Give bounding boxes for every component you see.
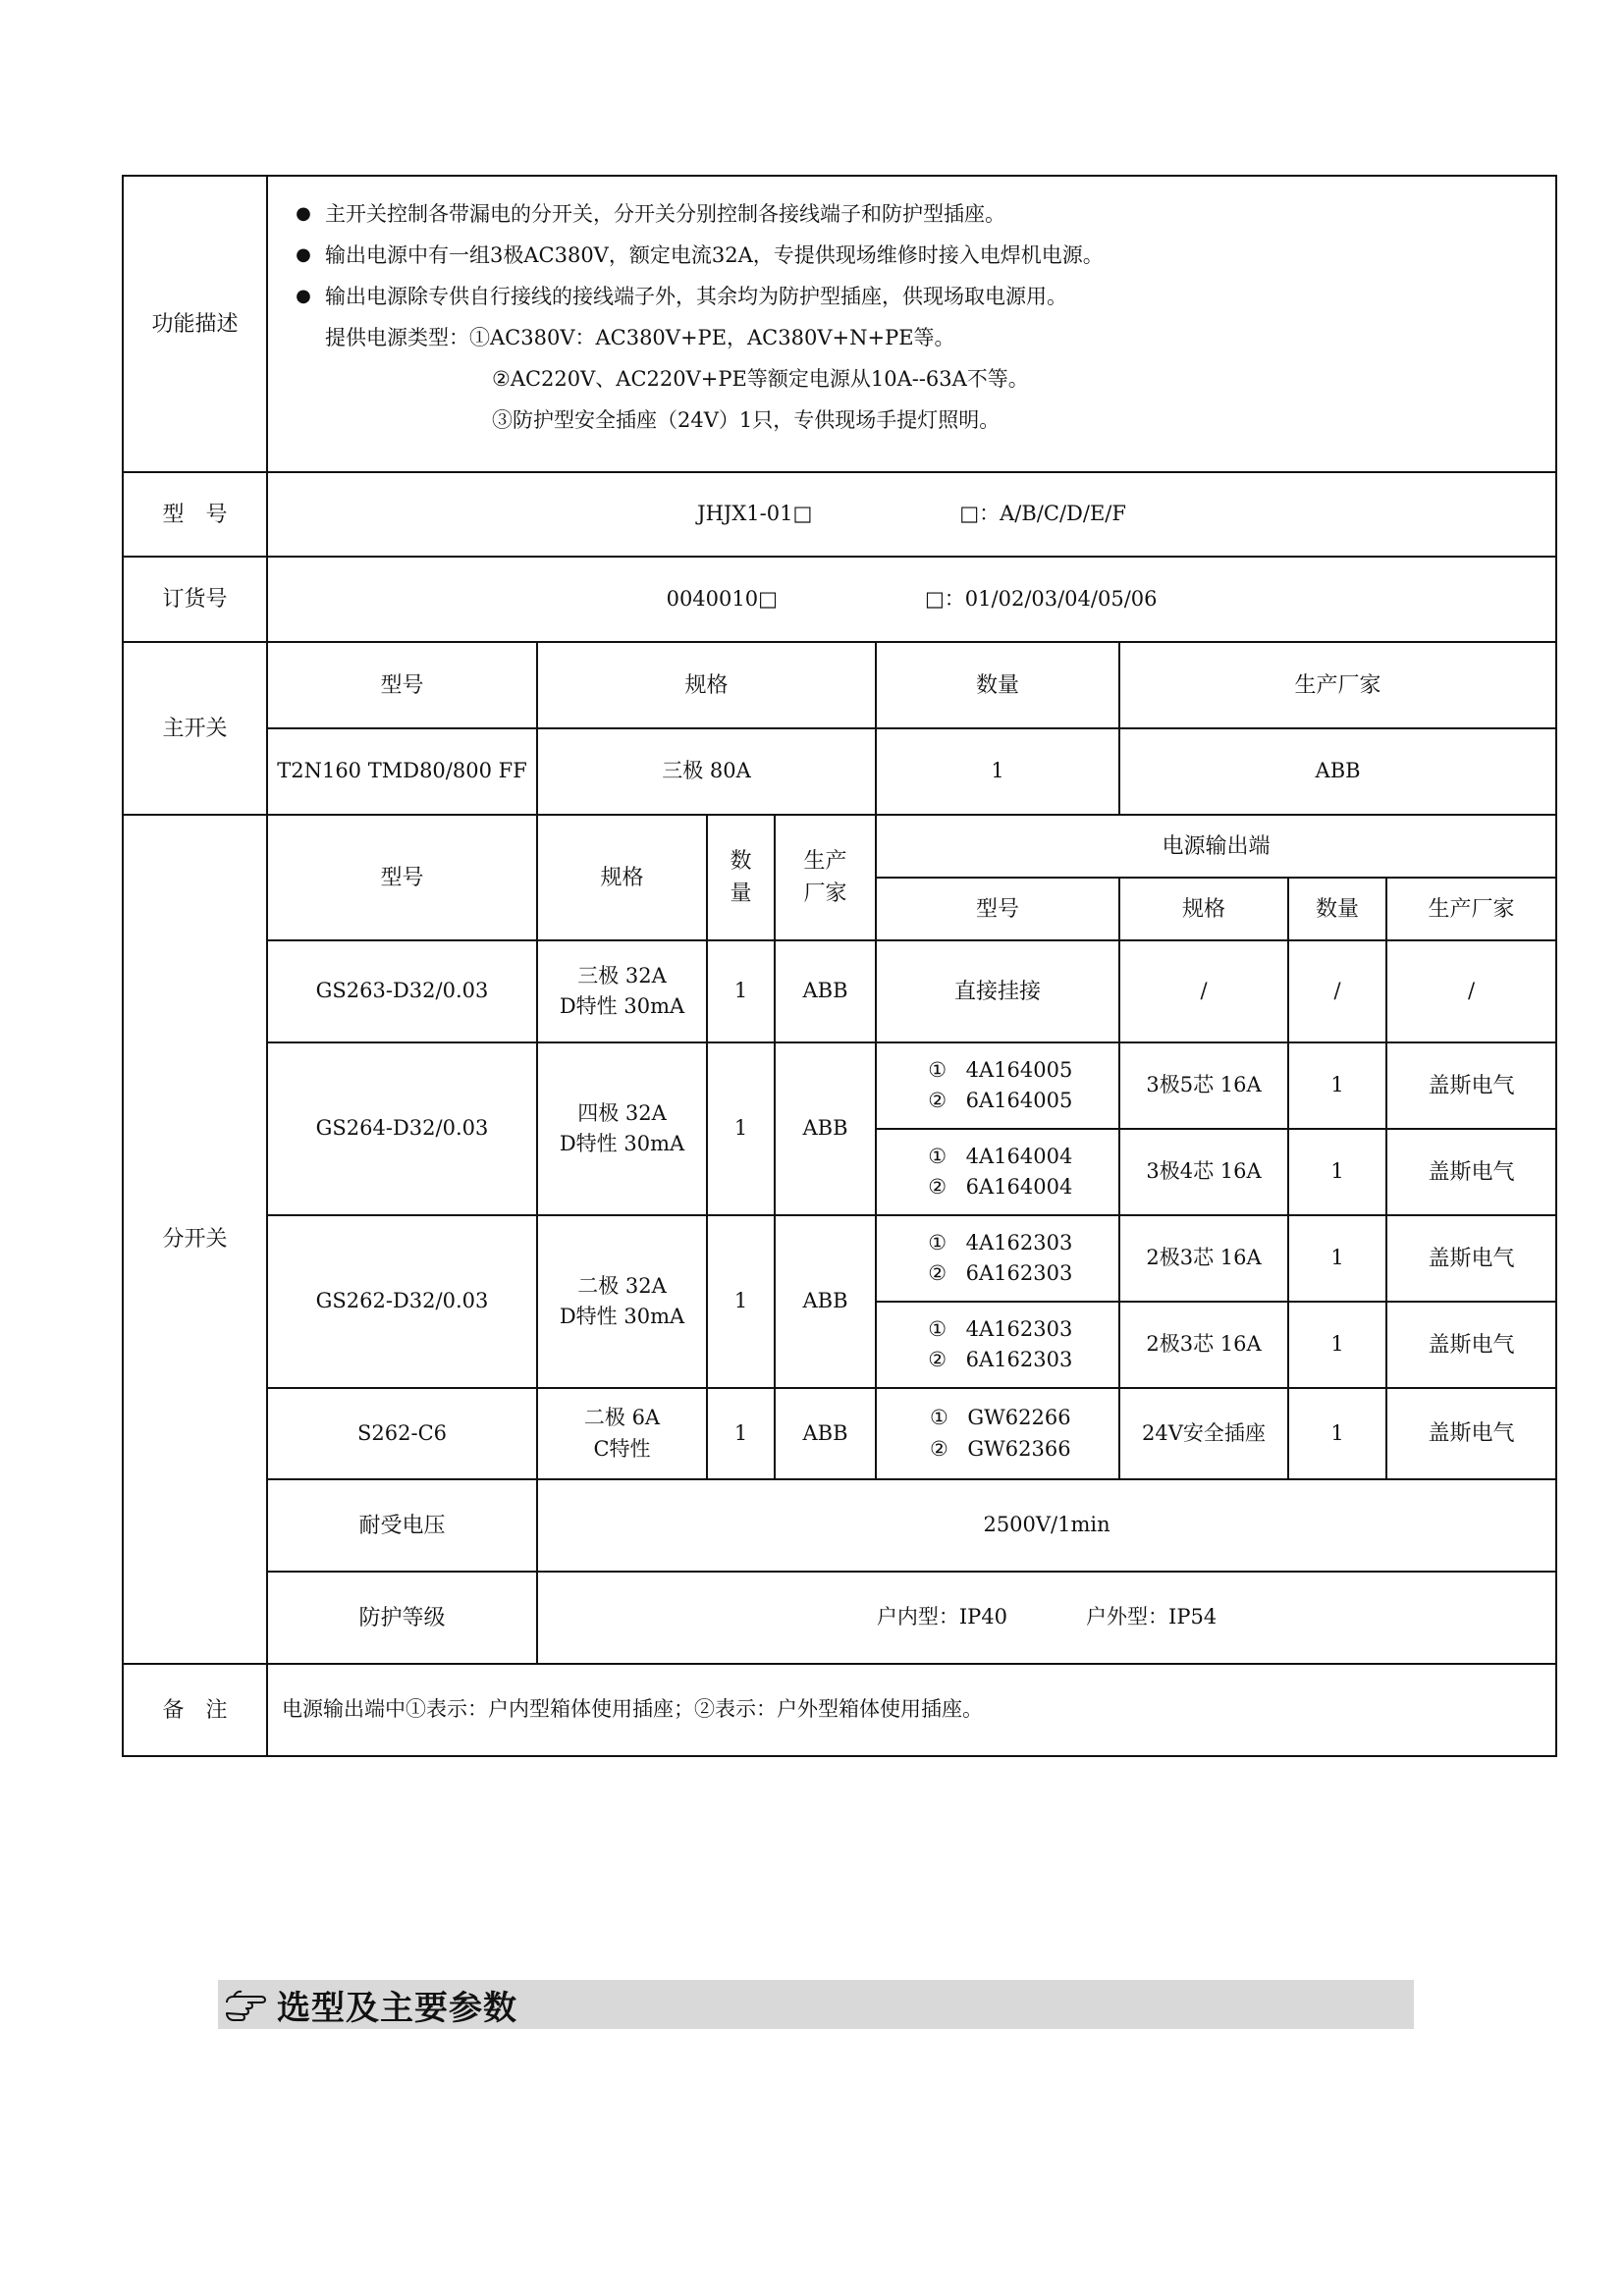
indoor-marker: ① <box>928 1316 947 1341</box>
main-switch-row <box>123 728 1556 815</box>
table-header: 规格 <box>537 642 876 728</box>
output-code-line <box>883 1228 1112 1259</box>
table-header: 生产 厂家 <box>775 815 876 940</box>
spec-line: 三极 32A <box>577 963 667 988</box>
branch-switch-label: 分开关 <box>123 815 267 1664</box>
output-code: GW62366 <box>967 1436 1071 1461</box>
function-description <box>267 176 1556 472</box>
output-code-line <box>883 1314 1112 1346</box>
output-qty: 1 <box>1288 1302 1386 1388</box>
table-row <box>123 1388 1556 1479</box>
branch-maker: ABB <box>775 940 876 1042</box>
table-header: 规格 <box>537 815 707 940</box>
spec-line: 四极 32A <box>577 1100 667 1125</box>
bullet-item <box>282 281 1536 312</box>
branch-model: GS264-D32/0.03 <box>267 1042 537 1215</box>
branch-qty: 1 <box>707 1215 775 1388</box>
power-type-line: ②AC220V、AC220V+PE等额定电源从10A--63A不等。 <box>492 367 1029 391</box>
table-header: 规格 <box>1119 878 1288 940</box>
spec-line: 二极 32A <box>577 1273 667 1298</box>
output-code: GW62266 <box>967 1406 1071 1429</box>
indoor-marker: ① <box>929 1406 948 1429</box>
output-code: 4A162303 <box>965 1316 1073 1341</box>
output-model: 直接挂接 <box>876 940 1119 1042</box>
output-code-line <box>883 1434 1112 1466</box>
voltage-label: 耐受电压 <box>267 1479 537 1572</box>
protection-label: 防护等级 <box>267 1572 537 1664</box>
output-code-line <box>883 1142 1112 1173</box>
table-header: 数量 <box>876 642 1119 728</box>
protection-indoor: 户内型：IP40 <box>876 1605 1008 1629</box>
main-switch-header-row <box>123 642 1556 728</box>
bullet-dot-icon: ● <box>296 244 311 265</box>
output-maker: 盖斯电气 <box>1386 1129 1556 1215</box>
output-model <box>876 1215 1119 1302</box>
spec-line: D特性 30mA <box>559 994 685 1018</box>
function-label: 功能描述 <box>123 176 267 472</box>
output-code-line <box>883 1055 1112 1087</box>
branch-qty: 1 <box>707 1388 775 1479</box>
spec-line: C特性 <box>593 1436 651 1461</box>
output-code: 6A162303 <box>965 1348 1073 1371</box>
table-header: 生产厂家 <box>1119 642 1556 728</box>
branch-maker: ABB <box>775 1215 876 1388</box>
branch-spec <box>537 1042 707 1215</box>
order-row <box>123 557 1556 642</box>
branch-model: GS262-D32/0.03 <box>267 1215 537 1388</box>
branch-maker: ABB <box>775 1388 876 1479</box>
output-qty: 1 <box>1288 1042 1386 1129</box>
protection-cell <box>537 1572 1556 1664</box>
branch-maker: ABB <box>775 1042 876 1215</box>
main-switch-qty: 1 <box>876 728 1119 815</box>
spec-line: 二极 6A <box>583 1406 661 1429</box>
model-label: 型 号 <box>123 472 267 557</box>
bullet-dot-icon: ● <box>296 203 311 224</box>
table-header: 数 量 <box>707 815 775 940</box>
bullet-dot-icon: ● <box>296 286 311 306</box>
model-cell <box>267 472 1556 557</box>
spec-line: D特性 30mA <box>559 1132 685 1155</box>
output-header: 电源输出端 <box>876 815 1556 878</box>
table-header: 数量 <box>1288 878 1386 940</box>
bullet-text: 输出电源除专供自行接线的接线端子外，其余均为防护型插座，供现场取电源用。 <box>325 285 1067 308</box>
model-value: JHJX1-01□ <box>697 502 813 526</box>
output-code: 6A164005 <box>965 1089 1073 1112</box>
output-code-line <box>883 1258 1112 1290</box>
output-spec: 2极3芯 16A <box>1119 1215 1288 1302</box>
output-qty: 1 <box>1288 1388 1386 1479</box>
output-spec: 24V安全插座 <box>1119 1388 1288 1479</box>
branch-spec <box>537 1215 707 1388</box>
order-value: 0040010□ <box>666 586 778 611</box>
protection-row <box>123 1572 1556 1664</box>
table-header: 生产厂家 <box>1386 878 1556 940</box>
bullet-item <box>282 198 1536 230</box>
outdoor-marker: ② <box>928 1175 947 1199</box>
branch-spec <box>537 1388 707 1479</box>
power-type-line: 提供电源类型：①AC380V：AC380V+PE，AC380V+N+PE等。 <box>325 326 955 349</box>
outdoor-marker: ② <box>928 1348 947 1371</box>
output-code: 4A164005 <box>965 1057 1073 1082</box>
pointing-hand-icon <box>224 1987 267 2022</box>
table-row <box>123 940 1556 1042</box>
output-spec: 2极3芯 16A <box>1119 1302 1288 1388</box>
output-maker: 盖斯电气 <box>1386 1302 1556 1388</box>
model-options: □：A/B/C/D/E/F <box>959 502 1126 526</box>
branch-header-row <box>123 815 1556 878</box>
output-qty: 1 <box>1288 1129 1386 1215</box>
indoor-marker: ① <box>928 1057 947 1082</box>
branch-model: S262-C6 <box>267 1388 537 1479</box>
output-spec: 3极5芯 16A <box>1119 1042 1288 1129</box>
remarks-value: 电源输出端中①表示：户内型箱体使用插座；②表示：户外型箱体使用插座。 <box>267 1664 1556 1756</box>
main-switch-spec: 三极 80A <box>537 728 876 815</box>
indoor-marker: ① <box>928 1230 947 1255</box>
output-code: 6A164004 <box>965 1175 1073 1199</box>
branch-spec <box>537 940 707 1042</box>
main-switch-maker: ABB <box>1119 728 1556 815</box>
order-label: 订货号 <box>123 557 267 642</box>
branch-model: GS263-D32/0.03 <box>267 940 537 1042</box>
output-code: 4A164004 <box>965 1144 1073 1168</box>
output-model <box>876 1129 1119 1215</box>
spec-table <box>122 175 1557 1757</box>
output-code-line <box>883 1172 1112 1203</box>
table-header: 型号 <box>876 878 1119 940</box>
output-model <box>876 1302 1119 1388</box>
voltage-row <box>123 1479 1556 1572</box>
bullet-item <box>282 240 1536 271</box>
remarks-row <box>123 1664 1556 1756</box>
output-code-line <box>883 1086 1112 1117</box>
section-title: 选型及主要参数 <box>277 1988 517 2028</box>
branch-qty: 1 <box>707 1042 775 1215</box>
output-model <box>876 1388 1119 1479</box>
output-model <box>876 1042 1119 1129</box>
spec-line: D特性 30mA <box>559 1305 685 1328</box>
indoor-marker: ① <box>928 1144 947 1168</box>
output-maker: / <box>1386 940 1556 1042</box>
table-header: 型号 <box>267 815 537 940</box>
table-row <box>123 1042 1556 1129</box>
order-options: □：01/02/03/04/05/06 <box>924 586 1158 611</box>
model-row <box>123 472 1556 557</box>
voltage-value: 2500V/1min <box>537 1479 1556 1572</box>
output-code-line <box>883 1403 1112 1434</box>
output-code: 4A162303 <box>965 1230 1073 1255</box>
outdoor-marker: ② <box>928 1261 947 1285</box>
output-spec: / <box>1119 940 1288 1042</box>
bullet-text: 主开关控制各带漏电的分开关，分开关分别控制各接线端子和防护型插座。 <box>325 202 1005 226</box>
table-header: 型号 <box>267 642 537 728</box>
output-qty: / <box>1288 940 1386 1042</box>
protection-outdoor: 户外型：IP54 <box>1086 1605 1218 1629</box>
order-cell <box>267 557 1556 642</box>
power-type-line: ③防护型安全插座（24V）1只，专供现场手提灯照明。 <box>492 408 1001 432</box>
outdoor-marker: ② <box>929 1436 948 1461</box>
output-maker: 盖斯电气 <box>1386 1388 1556 1479</box>
output-spec: 3极4芯 16A <box>1119 1129 1288 1215</box>
main-switch-label: 主开关 <box>123 642 267 815</box>
remarks-label: 备 注 <box>123 1664 267 1756</box>
branch-qty: 1 <box>707 940 775 1042</box>
output-code-line <box>883 1345 1112 1376</box>
output-maker: 盖斯电气 <box>1386 1215 1556 1302</box>
output-code: 6A162303 <box>965 1261 1073 1285</box>
output-qty: 1 <box>1288 1215 1386 1302</box>
section-heading <box>218 1980 1414 2029</box>
main-switch-model: T2N160 TMD80/800 FF <box>267 728 537 815</box>
table-row <box>123 1215 1556 1302</box>
function-row <box>123 176 1556 472</box>
output-maker: 盖斯电气 <box>1386 1042 1556 1129</box>
outdoor-marker: ② <box>928 1089 947 1112</box>
bullet-text: 输出电源中有一组3极AC380V，额定电流32A，专提供现场维修时接入电焊机电源。 <box>325 243 1104 267</box>
